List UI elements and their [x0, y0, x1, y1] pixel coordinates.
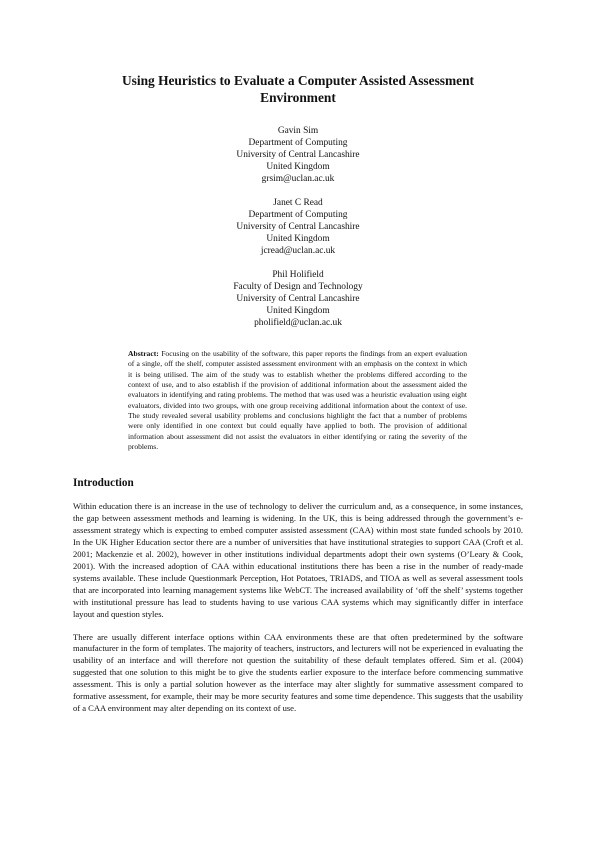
author-institution: University of Central Lancashire	[236, 294, 360, 304]
author-department: Faculty of Design and Technology	[233, 282, 363, 292]
author-name: Gavin Sim	[277, 126, 319, 136]
author-institution: University of Central Lancashire	[236, 222, 360, 232]
paragraph: There are usually different interface options within CAA environments these are that often predetermined by the software manufacturer in the form of templates. The majority of teachers, instructors, and lecturers will not be experienced in evaluating the usability of an interface and will therefore not question the suitability of these default templates offered. Sim et al. (2004) suggested that one solution to this might be to give the students earlier exposure to the interface before commencing summative assessment. This is only a partial solution however as the interface may alter slightly for summative assessment compared to formative assessment, for example, their may be more security features and some time dependence. This suggests that the usability of a CAA environment may alter depending on its context of use.	[73, 631, 523, 713]
author-country: United Kingdom	[266, 162, 330, 172]
paper-title: Using Heuristics to Evaluate a Computer Assisted Assessment Environment	[121, 73, 474, 105]
abstract-label: Abstract:	[128, 349, 159, 358]
author-country: United Kingdom	[266, 234, 330, 244]
author-email: pholifield@uclan.ac.uk	[254, 318, 342, 328]
author-block	[73, 125, 523, 185]
abstract-text: Focusing on the usability of the software, this paper reports the findings from an expert evaluation of a single, off the shelf, computer assisted assessment environment with an emphasis on the context in which it is being utilised. The aim of the study was to establish whether the problems differed according to the context of use, and to also establish if the provision of additional information about the assessment aided the evaluators in identifying and rating problems. The method that was used was a heuristic evaluation using eight evaluators, divided into two groups, with one group receiving additional information about the context of use. The study revealed several usability problems and conclusions highlight the fact that a number of problems were only identified in one context but could equally have applied to both. The provision of additional information about assessment did not assist the evaluators in either identifying or rating the severity of the problems.	[128, 349, 467, 452]
author-email: grsim@uclan.ac.uk	[261, 174, 335, 184]
author-name: Janet C Read	[273, 198, 323, 208]
abstract	[128, 349, 467, 452]
section-body	[73, 501, 523, 714]
author-email: jcread@uclan.ac.uk	[260, 246, 336, 256]
author-department: Department of Computing	[248, 210, 348, 220]
author-country: United Kingdom	[266, 306, 330, 316]
author-institution: University of Central Lancashire	[236, 150, 360, 160]
author-list	[73, 125, 523, 329]
author-name: Phil Holifield	[272, 270, 324, 280]
section-heading: Introduction	[73, 477, 134, 490]
author-block	[73, 197, 523, 257]
paragraph: Within education there is an increase in the use of technology to deliver the curriculum and, as a consequence, in some instances, the gap between assessment methods and learning is widening. In the UK, this is being addressed through the government’s e-assessment strategy which is expecting to embed computer assisted assessment (CAA) within most state funded schools by 2010. In the UK Higher Education sector there are a number of universities that have institutional strategies to support CAA (Croft et al. 2001; Mackenzie et al. 2002), however in other institutions individual departments adopt their own systems (O’Leary & Cook, 2001). With the increased adoption of CAA within educational institutions there has been a rise in the number of ready-made systems available. These include Questionmark Perception, Hot Potatoes, TRIADS, and TIOA as well as several assessment tools that are incorporated into learning management systems like WebCT. The increased availability of ‘off the shelf’ systems together with institutional pressure has lead to students having to use various CAA systems which may significantly differ in interface layout and question styles.	[73, 501, 523, 619]
author-department: Department of Computing	[248, 138, 348, 148]
author-block	[73, 269, 523, 329]
